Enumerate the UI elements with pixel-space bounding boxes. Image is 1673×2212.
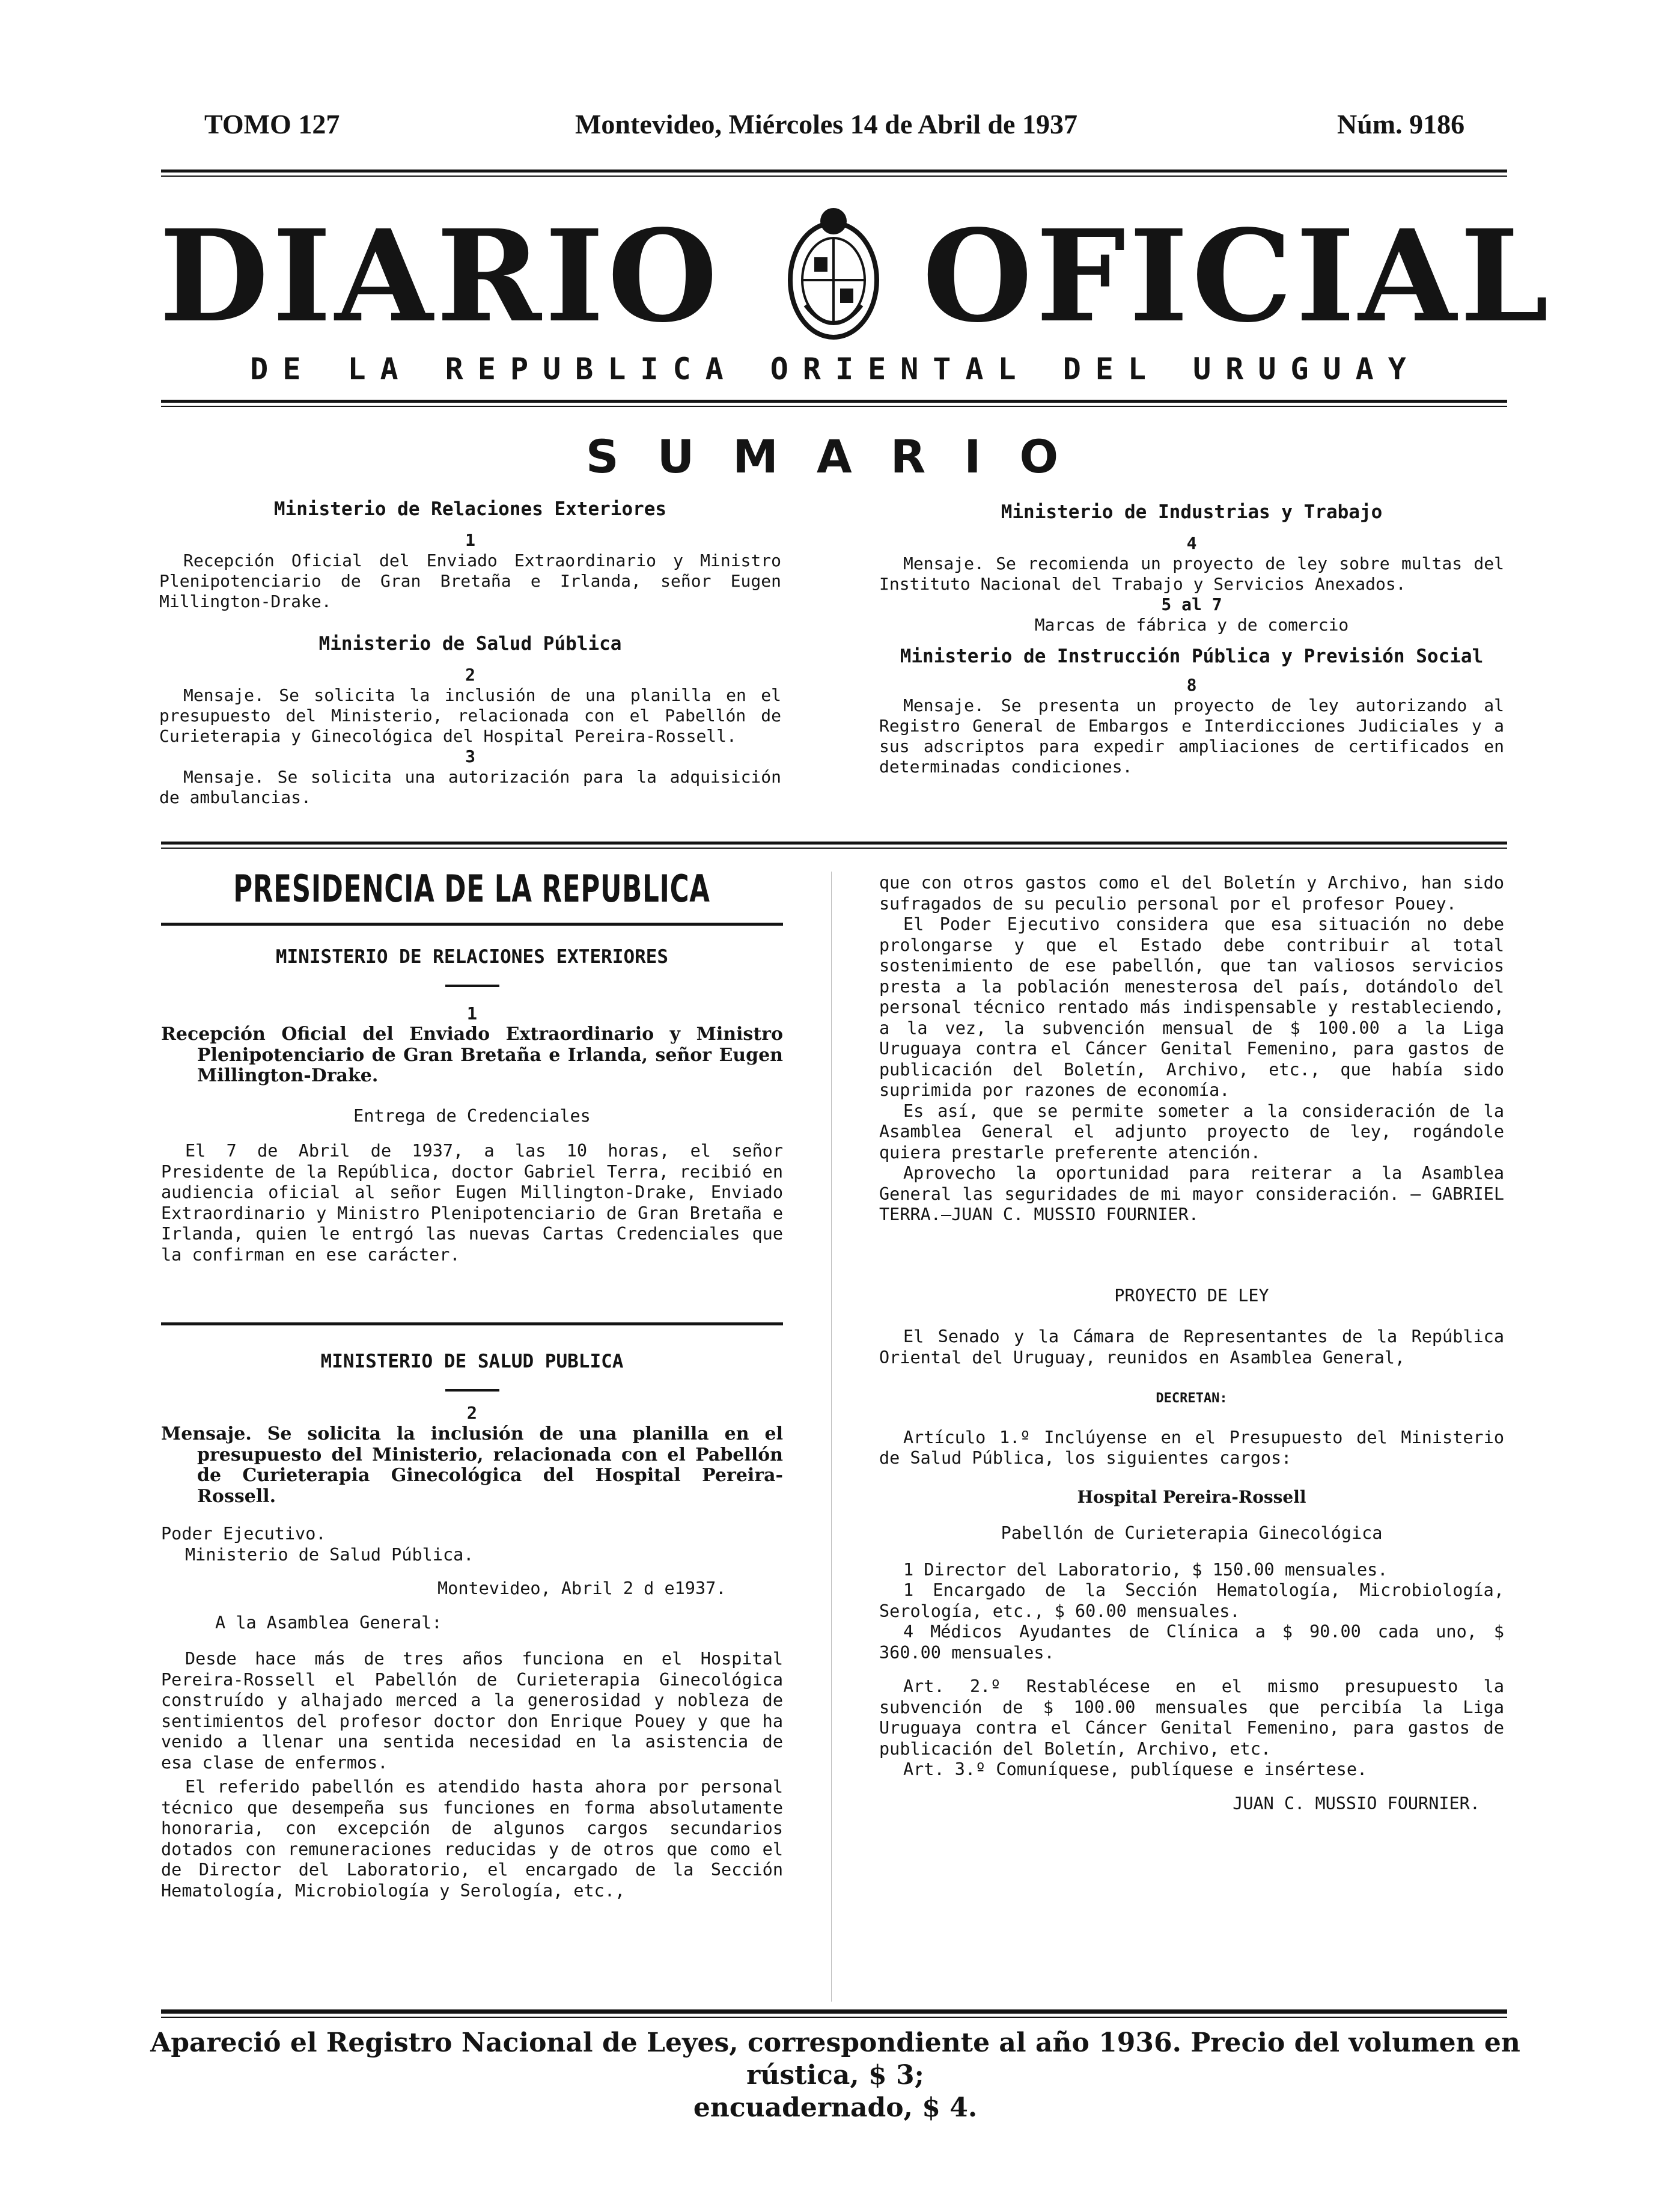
- sal-item-heading: Mensaje. Se solicita la inclusión de una planilla en el presupuesto del Ministerio, relacionada con el Pabellón de Curieterapia Ginecológica del Hospital Pereira-Rossell.: [161, 1423, 783, 1507]
- tomo-label: TOMO 127: [204, 109, 340, 139]
- rel-body: El 7 de Abril de 1937, a las 10 horas, el señor Presidente de la República, doctor Gabriel Terra, recibió en audiencia oficial al señor Eugen Millington-Drake, Enviado Extraordinario y Ministro Plenipotenciario de Gran Bretaña e Irlanda, quien le entrgó las nuevas Cartas Credenciales que la confirman en ese carácter.: [161, 1141, 783, 1265]
- sumario-item-4-number: 4: [1186, 533, 1197, 553]
- footer-rule-thin: [161, 2017, 1507, 2018]
- pabellon-heading: Pabellón de Curieterapia Ginecológica: [1001, 1523, 1383, 1543]
- sumario-left-column: [159, 499, 781, 808]
- header-rule-thin: [161, 176, 1507, 177]
- short-divider-2: [445, 1389, 499, 1392]
- right-column: [879, 873, 1504, 1814]
- proyecto-preamble: El Senado y la Cámara de Representantes de la República Oriental del Uruguay, reunidos en Asamblea General,: [879, 1327, 1504, 1367]
- right-paragraph-4: Aprovecho la oportunidad para reiterar a la Asamblea General las seguridades de mi mayor consideración. — GABRIEL TERRA.—JUAN C. MUSSIO FOURNIER.: [879, 1163, 1504, 1224]
- sumario-ministry-instruccion: Ministerio de Instrucción Pública y Previsión Social: [900, 646, 1484, 667]
- column-divider: [831, 872, 832, 2002]
- rel-item-heading: Recepción Oficial del Enviado Extraordinario y Ministro Plenipotenciario de Gran Bretaña e Irlanda, señor Eugen Millington-Drake.: [161, 1024, 783, 1086]
- left-column-salud: [161, 1351, 783, 1901]
- sumario-item-3-number: 3: [465, 747, 475, 766]
- sumario-item-8-number: 8: [1186, 675, 1197, 695]
- rel-item-number: 1: [466, 1003, 478, 1024]
- sumario-item-3: Mensaje. Se solicita una autorización para la adquisición de ambulancias.: [159, 767, 781, 807]
- right-paragraph-2: El Poder Ejecutivo considera que esa situación no debe prolongarse y que el Estado debe contribuir al total sostenimiento de ese pabellón, que tan valiosos servicios presta a la población menesterosa del país, dotándolo del personal técnico rentado más indispensable y restableciendo, a la vez, la subvención mensual de $ 100.00 a la Liga Uruguaya contra el Cáncer Genital Femenino, para gastos de publicación del Boletín, Archivo, etc., que había sido suprimida por razones de economía.: [879, 914, 1504, 1100]
- articulo-1: Artículo 1.º Inclúyense en el Presupuesto del Ministerio de Salud Pública, los siguientes cargos:: [879, 1427, 1504, 1468]
- issue-number: Núm. 9186: [1337, 109, 1465, 139]
- letter-date: Montevideo, Abril 2 d e1937.: [437, 1578, 727, 1598]
- right-paragraph-1: que con otros gastos como el del Boletín y Archivo, han sido sufragados de su peculio personal por el profesor Pouey.: [879, 873, 1504, 914]
- sumario-item-1-number: 1: [465, 530, 475, 550]
- footer-line-1: Apareció el Registro Nacional de Leyes, correspondiente al año 1936. Precio del volumen en rústica, $ 3;: [150, 2027, 1520, 2091]
- sumario-ministry-rel: Ministerio de Relaciones Exteriores: [273, 498, 667, 520]
- sumario-item-8: Mensaje. Se presenta un proyecto de ley autorizando al Registro General de Embargos e Interdicciones Judiciales y a sus adscriptos para expedir ampliaciones de certificados en determinadas condiciones.: [879, 695, 1504, 777]
- sumario-item-2-number: 2: [465, 665, 475, 685]
- articulo-3: Art. 3.º Comuníquese, publíquese e insértese.: [903, 1759, 1368, 1779]
- letter-salutation: A la Asamblea General:: [215, 1612, 442, 1633]
- coat-of-arms-seal: [781, 203, 886, 344]
- masthead-diario: DIARIO: [159, 202, 721, 350]
- sumario-rule-thin: [161, 848, 1507, 849]
- footer-line-2: encuadernado, $ 4.: [693, 2092, 978, 2123]
- left-mid-rule: [161, 1322, 783, 1325]
- masthead-rule-thin: [161, 406, 1507, 407]
- presidencia-rule: [161, 923, 783, 926]
- footer-notice: [138, 2027, 1532, 2124]
- sumario-item-1: Recepción Oficial del Enviado Extraordinario y Ministro Plenipotenciario de Gran Bretaña e Irlanda, señor Eugen Millington-Drake.: [159, 551, 781, 611]
- masthead-subtitle: DE LA REPUBLICA ORIENTAL DEL URUGUAY: [250, 352, 1421, 386]
- sumario-title: SUMARIO: [585, 430, 1097, 483]
- signature: JUAN C. MUSSIO FOURNIER.: [1233, 1793, 1480, 1813]
- sumario-item-5: Marcas de fábrica y de comercio: [1034, 615, 1349, 635]
- masthead-oficial: OFICIAL: [922, 202, 1553, 350]
- cargo-3: 4 Médicos Ayudantes de Clínica a $ 90.00 cada uno, $ 360.00 mensuales.: [879, 1622, 1504, 1663]
- ministry-rel-heading: MINISTERIO DE RELACIONES EXTERIORES: [275, 946, 669, 968]
- cargo-1: 1 Director del Laboratorio, $ 150.00 mensuales.: [903, 1559, 1388, 1580]
- proyecto-de-ley-heading: PROYECTO DE LEY: [1114, 1285, 1269, 1306]
- ministerio-salud: Ministerio de Salud Pública.: [185, 1544, 474, 1565]
- letter-paragraph-1: Desde hace más de tres años funciona en el Hospital Pereira-Rossell el Pabellón de Curieterapia Ginecológica construído y alhajado merced a la generosidad y nobleza de sentimientos del profesor doctor don Enrique Pouey y que ha venido a llenar una sentida necesidad en la asistencia de esa clase de enfermos.: [161, 1649, 783, 1773]
- poder-ejecutivo: Poder Ejecutivo.: [161, 1524, 326, 1544]
- masthead-rule: [161, 400, 1507, 403]
- sumario-item-5-number: 5 al 7: [1161, 594, 1222, 614]
- hospital-heading: Hospital Pereira-Rossell: [1077, 1486, 1306, 1507]
- section-title-presidencia: PRESIDENCIA DE LA REPUBLICA: [233, 867, 710, 911]
- sumario-right-column: [879, 502, 1504, 777]
- decretan-label: DECRETAN:: [1156, 1391, 1228, 1406]
- articulo-2: Art. 2.º Restablécese en el mismo presupuesto la subvención de $ 100.00 mensuales que percibía la Liga Uruguaya contra el Cáncer Genital Femenino, para gastos de publicación del Boletín, Archivo, etc.: [879, 1676, 1504, 1759]
- sumario-item-2: Mensaje. Se solicita la inclusión de una planilla en el presupuesto del Ministerio, relacionada con el Pabellón de Curieterapia y Ginecológica del Hospital Pereira-Rossell.: [159, 685, 781, 746]
- sal-item-number: 2: [466, 1403, 478, 1423]
- rel-subheading: Entrega de Credenciales: [353, 1105, 591, 1126]
- ministry-salud-heading: MINISTERIO DE SALUD PUBLICA: [320, 1351, 624, 1372]
- right-paragraph-3: Es así, que se permite someter a la consideración de la Asamblea General el adjunto proyecto de ley, rogándole quiera prestarle preferente atención.: [879, 1101, 1504, 1163]
- footer-rule: [161, 2009, 1507, 2014]
- cargo-2: 1 Encargado de la Sección Hematología, Microbiología, Serología, etc., $ 60.00 mensuales.: [879, 1580, 1504, 1621]
- header-rule: [161, 170, 1507, 173]
- sumario-ministry-industrias: Ministerio de Industrias y Trabajo: [1001, 501, 1383, 523]
- sumario-ministry-salud: Ministerio de Salud Pública: [318, 633, 622, 655]
- letter-paragraph-2: El referido pabellón es atendido hasta ahora por personal técnico que desempeña sus funciones en forma absolutamente honoraria, con excepción de algunos cargos secundarios dotados con remuneraciones reducidas y de otros que como el de Director del Laboratorio, el encargado de la Sección Hematología, Microbiología y Serología, etc.,: [161, 1777, 783, 1901]
- short-divider: [445, 985, 499, 987]
- left-column: [161, 947, 783, 1265]
- sumario-rule: [161, 842, 1507, 845]
- sumario-item-4: Mensaje. Se recomienda un proyecto de ley sobre multas del Instituto Nacional del Trabajo y Servicios Anexados.: [879, 554, 1504, 594]
- issue-date: Montevideo, Miércoles 14 de Abril de 1937: [575, 109, 1077, 139]
